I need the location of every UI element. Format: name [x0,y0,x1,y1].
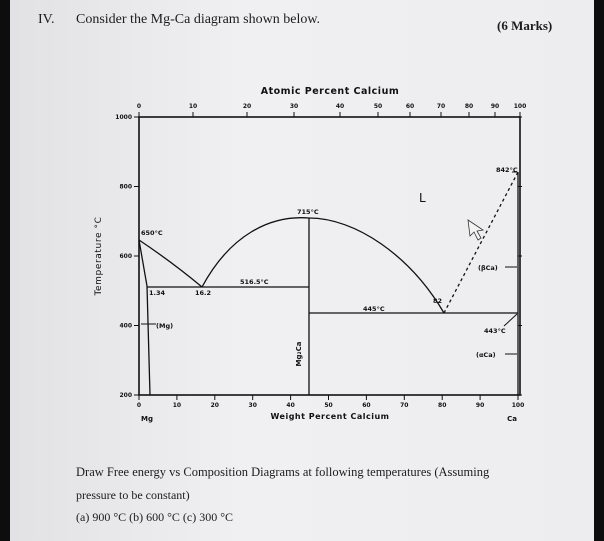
y-tick-label: 800 [119,183,132,191]
eutectic-temp-1: 516.5°C [240,278,269,286]
liquidus-compound-left [202,218,309,287]
top-tick-label: 20 [242,103,252,110]
instruction-line-1: Draw Free energy vs Composition Diagrams at following temperatures (Assuming [76,465,490,479]
top-tick-label: 40 [335,103,345,110]
y-tick-label: 1000 [115,114,132,121]
bottom-tick-label: 60 [362,402,371,409]
instruction-line-3: (a) 900 °C (b) 600 °C (c) 300 °C [76,510,234,524]
top-tick-label: 0 [136,103,142,110]
bottom-tick-label: 80 [438,402,447,409]
beta-ca-phase-label: (βCa) [478,264,498,272]
alpha-mg-phase-label: (Mg) [156,322,174,330]
y-axis-title: Temperature °C [94,216,104,296]
plot-frame [139,117,520,395]
composition-1-34: 1.34 [149,289,166,297]
bottom-tick-label: 0 [136,402,142,409]
bottom-tick-label: 20 [210,402,219,409]
solvus-mg [147,286,150,395]
bottom-tick-label: 100 [511,402,525,409]
solidus-mg [139,240,147,286]
composition-82: 82 [433,297,443,305]
composition-16-2: 16.2 [195,289,212,297]
tick-marks [134,112,522,400]
ca-end-label: Ca [507,415,517,423]
alpha-ca-phase-label: (αCa) [476,351,496,359]
top-tick-label: 80 [464,103,474,110]
top-tick-label: 60 [405,103,415,110]
top-tick-label: 10 [188,103,198,110]
ca-melting-point: 842°C [496,166,518,174]
liquidus-mg [139,240,202,287]
question-number: IV. [38,12,55,27]
top-tick-label: 100 [513,103,527,110]
ca-transformation-pointer [504,314,517,326]
liquidus-ca-dashed [444,172,518,313]
top-axis-title: Atomic Percent Calcium [260,86,400,97]
y-tick-label: 600 [119,253,132,260]
eutectic-temp-2: 445°C [363,305,385,313]
top-tick-label: 50 [373,103,383,110]
liquidus-compound-right [309,218,444,313]
bottom-tick-label: 50 [324,402,333,409]
top-tick-label: 70 [436,103,446,110]
top-tick-label: 30 [289,103,299,110]
bottom-tick-label: 90 [475,402,485,409]
y-tick-label: 400 [119,322,132,330]
marks-label: (6 Marks) [497,18,553,33]
y-tick-label: 200 [119,392,132,399]
mouse-cursor-icon [468,220,483,240]
bottom-tick-label: 30 [248,402,257,409]
instruction-line-2: pressure to be constant) [76,488,190,502]
bottom-tick-label: 70 [400,402,409,409]
top-tick-label: 90 [490,103,500,110]
ca-transformation-temp: 443°C [484,327,506,335]
mg-melting-point: 650°C [141,229,163,237]
bottom-tick-label: 40 [286,402,295,409]
bottom-tick-label: 10 [172,402,182,409]
liquid-phase-label: L [419,191,426,205]
compound-melting-point: 715°C [297,208,319,216]
bottom-axis-title: Weight Percent Calcium [270,412,390,421]
compound-label: Mg₂Ca [295,341,303,367]
question-text: Consider the Mg-Ca diagram shown below. [76,12,321,27]
mg-end-label: Mg [141,415,153,423]
